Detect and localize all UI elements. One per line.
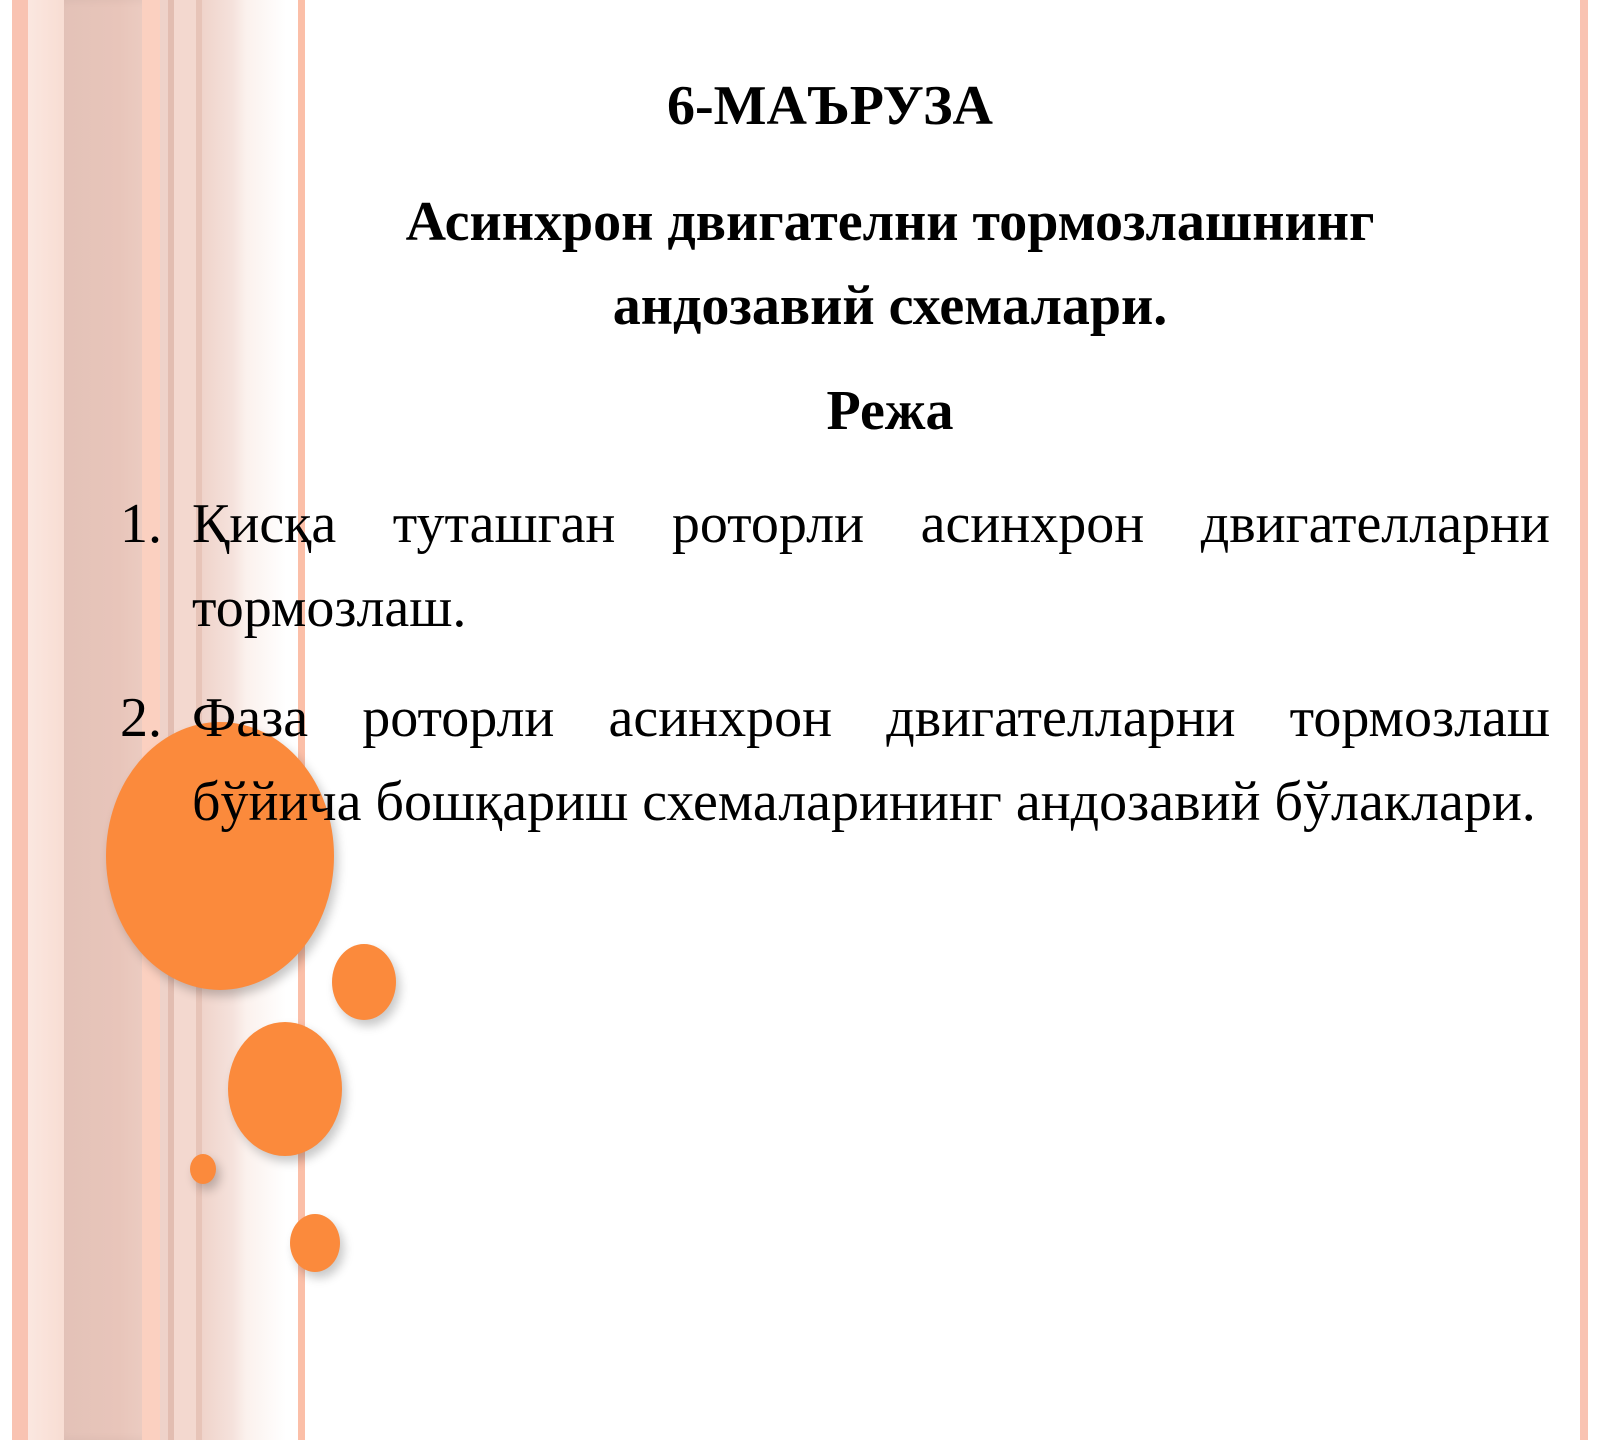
plan-item-number: 1.: [120, 493, 162, 555]
slide-title-line-2: андозавий схемалари.: [612, 275, 1168, 337]
plan-item-number: 2.: [120, 687, 162, 749]
plan-list: [120, 482, 1550, 870]
slide-title-line-1: Асинхрон двигателни тормозлашнинг: [405, 191, 1375, 253]
plan-list-item: [120, 482, 1550, 650]
plan-item-text: Фаза роторли асинхрон двигателларни тормозлаш бўйича бошқариш схемаларининг андозавий бўлаклари.: [192, 687, 1550, 833]
lecture-label: 6-МАЪРУЗА: [667, 75, 993, 137]
plan-list-item: [120, 676, 1550, 844]
plan-item-text: Қисқа туташган роторли асинхрон двигателларни тормозлаш.: [192, 493, 1550, 639]
slide-title: [320, 180, 1460, 348]
plan-heading: Режа: [826, 380, 954, 442]
